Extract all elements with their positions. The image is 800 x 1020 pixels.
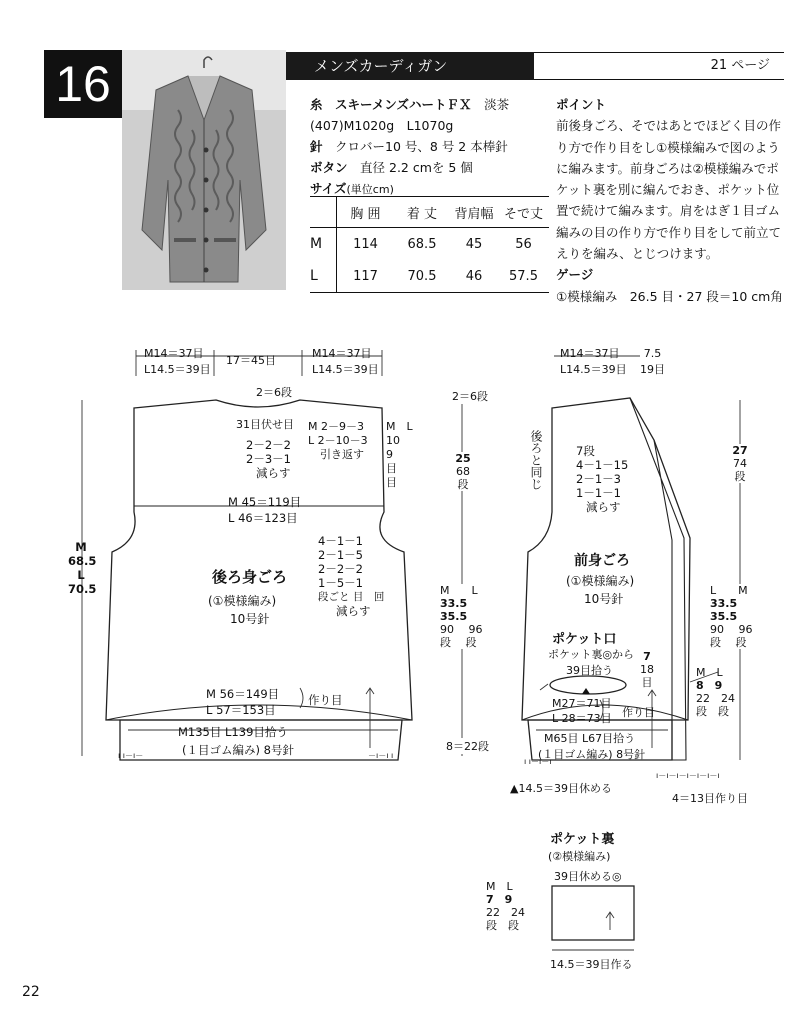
table-cell: 70.5 — [394, 260, 450, 293]
point-line: 編みの目の作り方で作り目をして前立て — [556, 224, 782, 240]
pattern-title: メンズカーディガン — [286, 52, 534, 80]
table-cell: 45 — [465, 236, 483, 252]
front-neck-decrease: 7段 4－1－15 2－1－3 1－1－1 減らす — [576, 444, 629, 514]
side-rib-rows: 8＝22段 — [446, 740, 489, 753]
front-band-length: 27 74 段 — [730, 444, 750, 483]
back-pickup: M135目 L139目拾う — [178, 725, 288, 739]
button-value: 直径 2.2 cmを 5 個 — [360, 160, 473, 175]
front-rib: (１目ゴム編み) 8号針 — [538, 748, 646, 761]
page-number: 22 — [22, 984, 40, 1000]
pocket-lining-outline — [552, 886, 634, 940]
front-body-rows: L M 33.5 35.5 90 96 段 段 — [710, 584, 760, 649]
back-rib: (１目ゴム編み) 8号針 — [182, 743, 294, 757]
needle-value: クロバー10 号、8 号 2 本棒針 — [335, 139, 508, 154]
pattern-number: 16 — [44, 50, 122, 118]
pocket-height: 7 18 目 — [640, 650, 654, 689]
pocket-lining-width: 14.5＝39目作る — [550, 958, 633, 971]
back-cast-on: M 56＝149目 L 57＝153目 — [206, 687, 280, 717]
size-label: サイズ — [310, 181, 347, 196]
gauge-line: ①模様編み 26.5 目・27 段＝10 cm角 — [556, 288, 783, 304]
front-shoulder-width: M14＝37目 L14.5＝39目 — [560, 347, 627, 376]
back-neck-bindoff: 31目伏せ目 — [236, 418, 294, 431]
rib-symbol: ı ı－ı－ı — [524, 757, 552, 766]
back-shoulder-short-rows: M 2－9－3 L 2－10－3 引き返す — [308, 420, 368, 461]
table-header: そで丈 — [498, 197, 549, 228]
pocket-from: ポケット裏◎から — [548, 648, 635, 661]
front-collar-width: 7.5 19目 — [640, 347, 665, 376]
needle-label: 針 — [310, 139, 323, 154]
table-cell: 57.5 — [498, 260, 549, 293]
back-needle: 10号針 — [230, 612, 270, 626]
table-row-label: L — [310, 260, 337, 293]
side-body-rows: M L 33.5 35.5 90 96 段 段 — [440, 584, 490, 649]
table-header: 着 丈 — [394, 197, 450, 228]
back-cast-on-label: 作り目 — [308, 693, 343, 707]
table-row-label: M — [310, 228, 337, 261]
point-line: えりを編み、とじつけます。 — [556, 246, 719, 262]
table-cell: 68.5 — [407, 236, 437, 252]
back-neck-rows: 2＝6段 — [256, 386, 292, 399]
pocket-lining-title: ポケット裏 — [550, 832, 615, 847]
back-pattern: (①模様編み) — [208, 594, 277, 608]
yarn-label: 糸 — [310, 97, 323, 112]
table-cell: 46 — [450, 260, 498, 293]
table-cell: 114 — [353, 236, 378, 252]
side-armhole-rows: 25 68 段 — [455, 452, 471, 491]
back-length: M 68.5 L 70.5 — [68, 540, 97, 596]
front-same-as-back: 後ろと同じ — [529, 430, 543, 490]
rib-symbol: ı ı－ı－ — [118, 751, 144, 760]
side-top-rows: 2＝6段 — [452, 390, 488, 403]
point-line: り方で作り目をし①模様編みで図のよう — [556, 139, 780, 155]
front-needle: 10号針 — [584, 592, 624, 606]
table-header: 胸 囲 — [337, 197, 395, 228]
point-line: に編みます。前身ごろは②模様編みでポ — [556, 160, 779, 176]
front-band-cast-on: 4＝13目作り目 — [672, 792, 748, 805]
button-label: ボタン — [310, 160, 348, 175]
back-neck-decrease: 2－2－2 2－3－1 減らす — [246, 438, 291, 480]
table-cell: 56 — [515, 236, 532, 252]
back-chest-width: M 45＝119目 L 46＝123目 — [228, 495, 302, 525]
size-unit: (単位cm) — [346, 183, 394, 196]
point-line: 前後身ごろ、そではあとでほどく目の作 — [556, 118, 782, 134]
back-top-left-width: M14＝37目 L14.5＝39目 — [144, 347, 211, 376]
back-piece-title: 後ろ身ごろ — [212, 568, 288, 586]
front-piece-title: 前身ごろ — [574, 553, 630, 569]
pocket-lining-height: M L 7 9 22 24 段 段 — [486, 880, 525, 932]
pocket-pickup: 39目拾う — [566, 664, 613, 677]
yarn-name: スキーメンズハートＦＸ — [335, 97, 472, 112]
table-cell: 117 — [337, 260, 395, 293]
front-cast-on: M27＝71目 L 28＝73目 — [552, 697, 612, 725]
front-pickup: M65目 L67目拾う — [544, 732, 636, 745]
point-heading: ポイント — [556, 97, 607, 112]
yarn-amount: (407)M1020g L1070g — [310, 118, 454, 133]
front-lower-rows: M L 8 9 22 24 段 段 — [696, 666, 735, 718]
table-header: 背肩幅 — [450, 197, 498, 228]
page-reference: 21 ページ — [534, 52, 784, 80]
band-symbol: ı－ı－ı－ı－ı－ı－ı — [656, 771, 720, 780]
front-cast-on-label: 作り目 — [622, 706, 655, 719]
rib-symbol: －ı－ı ı — [368, 751, 394, 760]
front-rest-stitches: ▲14.5＝39目休める — [510, 782, 612, 795]
back-armhole-decrease: 4－1－1 2－1－5 2－2－2 1－5－1 段ごと 目 回 減らす — [318, 534, 385, 618]
point-line: 置で続けて編みます。肩をはぎ１目ゴム — [556, 203, 781, 219]
pocket-lining-pattern: (②模様編み) — [548, 850, 611, 863]
point-line: ケット裏を別に編んでおき、ポケット位 — [556, 182, 780, 198]
back-shoulder-stitches: M L 10 9 目 目 — [386, 420, 413, 489]
gauge-heading: ゲージ — [556, 267, 594, 283]
yarn-color: 淡茶 — [484, 97, 510, 112]
front-pattern: (①模様編み) — [566, 574, 635, 588]
back-neck-width: 17＝45目 — [226, 354, 276, 367]
pocket-opening-title: ポケット口 — [552, 632, 617, 647]
pocket-lining-rest: 39目休める◎ — [554, 870, 622, 883]
back-top-right-width: M14＝37目 L14.5＝39目 — [312, 347, 379, 376]
